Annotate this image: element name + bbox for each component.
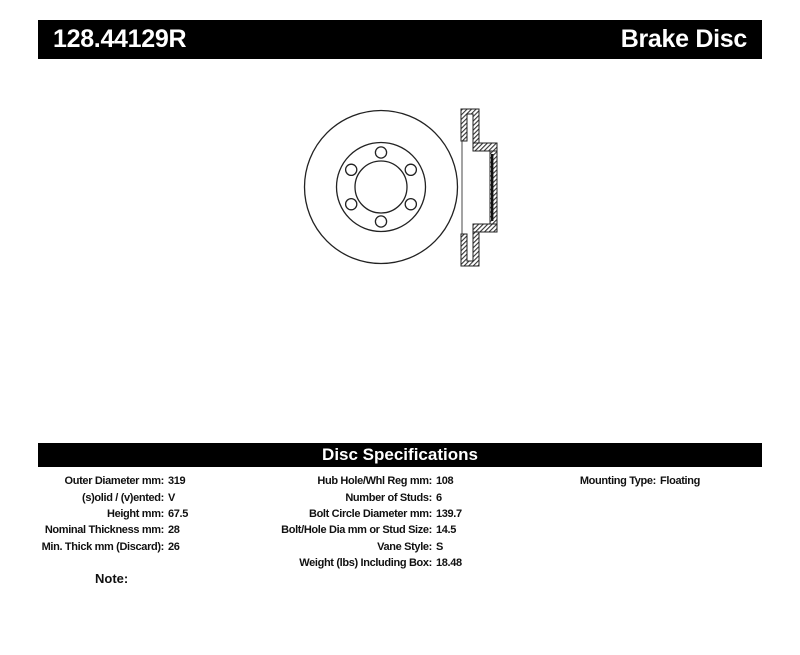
spec-label: Nominal Thickness mm: bbox=[44, 524, 164, 537]
stud-hole bbox=[405, 164, 416, 175]
spec-row bbox=[34, 473, 188, 489]
spec-label: Mounting Type: bbox=[579, 475, 656, 488]
spec-label: Vane Style: bbox=[377, 540, 432, 553]
stud-hole bbox=[346, 164, 357, 175]
brake-disc-front-view bbox=[305, 111, 458, 264]
spec-row bbox=[34, 506, 188, 522]
spec-column-left bbox=[34, 473, 188, 555]
spec-label: Outer Diameter mm: bbox=[64, 475, 164, 488]
flange-circle bbox=[337, 143, 426, 232]
page-title: Brake Disc bbox=[620, 25, 747, 53]
spec-label: Bolt Circle Diameter mm: bbox=[308, 507, 432, 520]
spec-value: V bbox=[168, 491, 175, 504]
spec-column-middle bbox=[260, 473, 462, 571]
stud-hole bbox=[375, 216, 386, 227]
flange-inner-face-line bbox=[491, 154, 493, 221]
spec-row bbox=[34, 522, 188, 538]
spec-row bbox=[480, 473, 700, 489]
stud-hole bbox=[375, 147, 386, 158]
spec-value: 18.48 bbox=[436, 557, 462, 570]
note-label: Note: bbox=[95, 571, 129, 586]
disc-specifications-header bbox=[38, 443, 762, 467]
spec-label: (s)olid / (v)ented: bbox=[82, 491, 164, 504]
outer-diameter-circle bbox=[305, 111, 458, 264]
spec-label: Min. Thick mm (Discard): bbox=[41, 540, 164, 553]
spec-value: 6 bbox=[436, 491, 442, 504]
hat-step-top-section bbox=[473, 143, 497, 151]
spec-row bbox=[260, 555, 462, 571]
spec-value: 28 bbox=[168, 524, 180, 537]
spec-row bbox=[34, 539, 188, 555]
friction-ring-top-section bbox=[461, 109, 479, 143]
spec-value: 139.7 bbox=[436, 507, 462, 520]
brake-disc-diagram bbox=[290, 92, 520, 288]
hub-hole-circle bbox=[355, 161, 407, 213]
spec-value: 67.5 bbox=[168, 507, 189, 520]
spec-label: Weight (lbs) Including Box: bbox=[299, 557, 432, 570]
spec-row bbox=[260, 473, 462, 489]
spec-value: S bbox=[436, 540, 443, 553]
spec-value: 319 bbox=[168, 475, 186, 488]
spec-row bbox=[260, 539, 462, 555]
brake-disc-cross-section bbox=[461, 109, 497, 266]
friction-ring-bottom-section bbox=[461, 232, 479, 266]
spec-value: 108 bbox=[436, 475, 454, 488]
section-title: Disc Specifications bbox=[322, 445, 478, 464]
spec-row bbox=[34, 489, 188, 505]
spec-label: Number of Studs: bbox=[345, 491, 432, 504]
header-bar bbox=[38, 20, 762, 59]
stud-hole bbox=[346, 199, 357, 210]
spec-label: Height mm: bbox=[106, 507, 164, 520]
spec-value: 26 bbox=[168, 540, 180, 553]
spec-label: Hub Hole/Whl Reg mm: bbox=[317, 475, 432, 488]
part-number: 128.44129R bbox=[53, 25, 187, 53]
spec-row bbox=[260, 489, 462, 505]
brake-disc-drawing bbox=[290, 92, 520, 288]
spec-row bbox=[260, 506, 462, 522]
spec-value: Floating bbox=[660, 475, 700, 488]
hat-step-bottom-section bbox=[473, 224, 497, 232]
spec-label: Bolt/Hole Dia mm or Stud Size: bbox=[281, 524, 432, 537]
spec-column-right bbox=[480, 473, 700, 489]
stud-hole bbox=[405, 199, 416, 210]
spec-value: 14.5 bbox=[436, 524, 457, 537]
spec-row bbox=[260, 522, 462, 538]
